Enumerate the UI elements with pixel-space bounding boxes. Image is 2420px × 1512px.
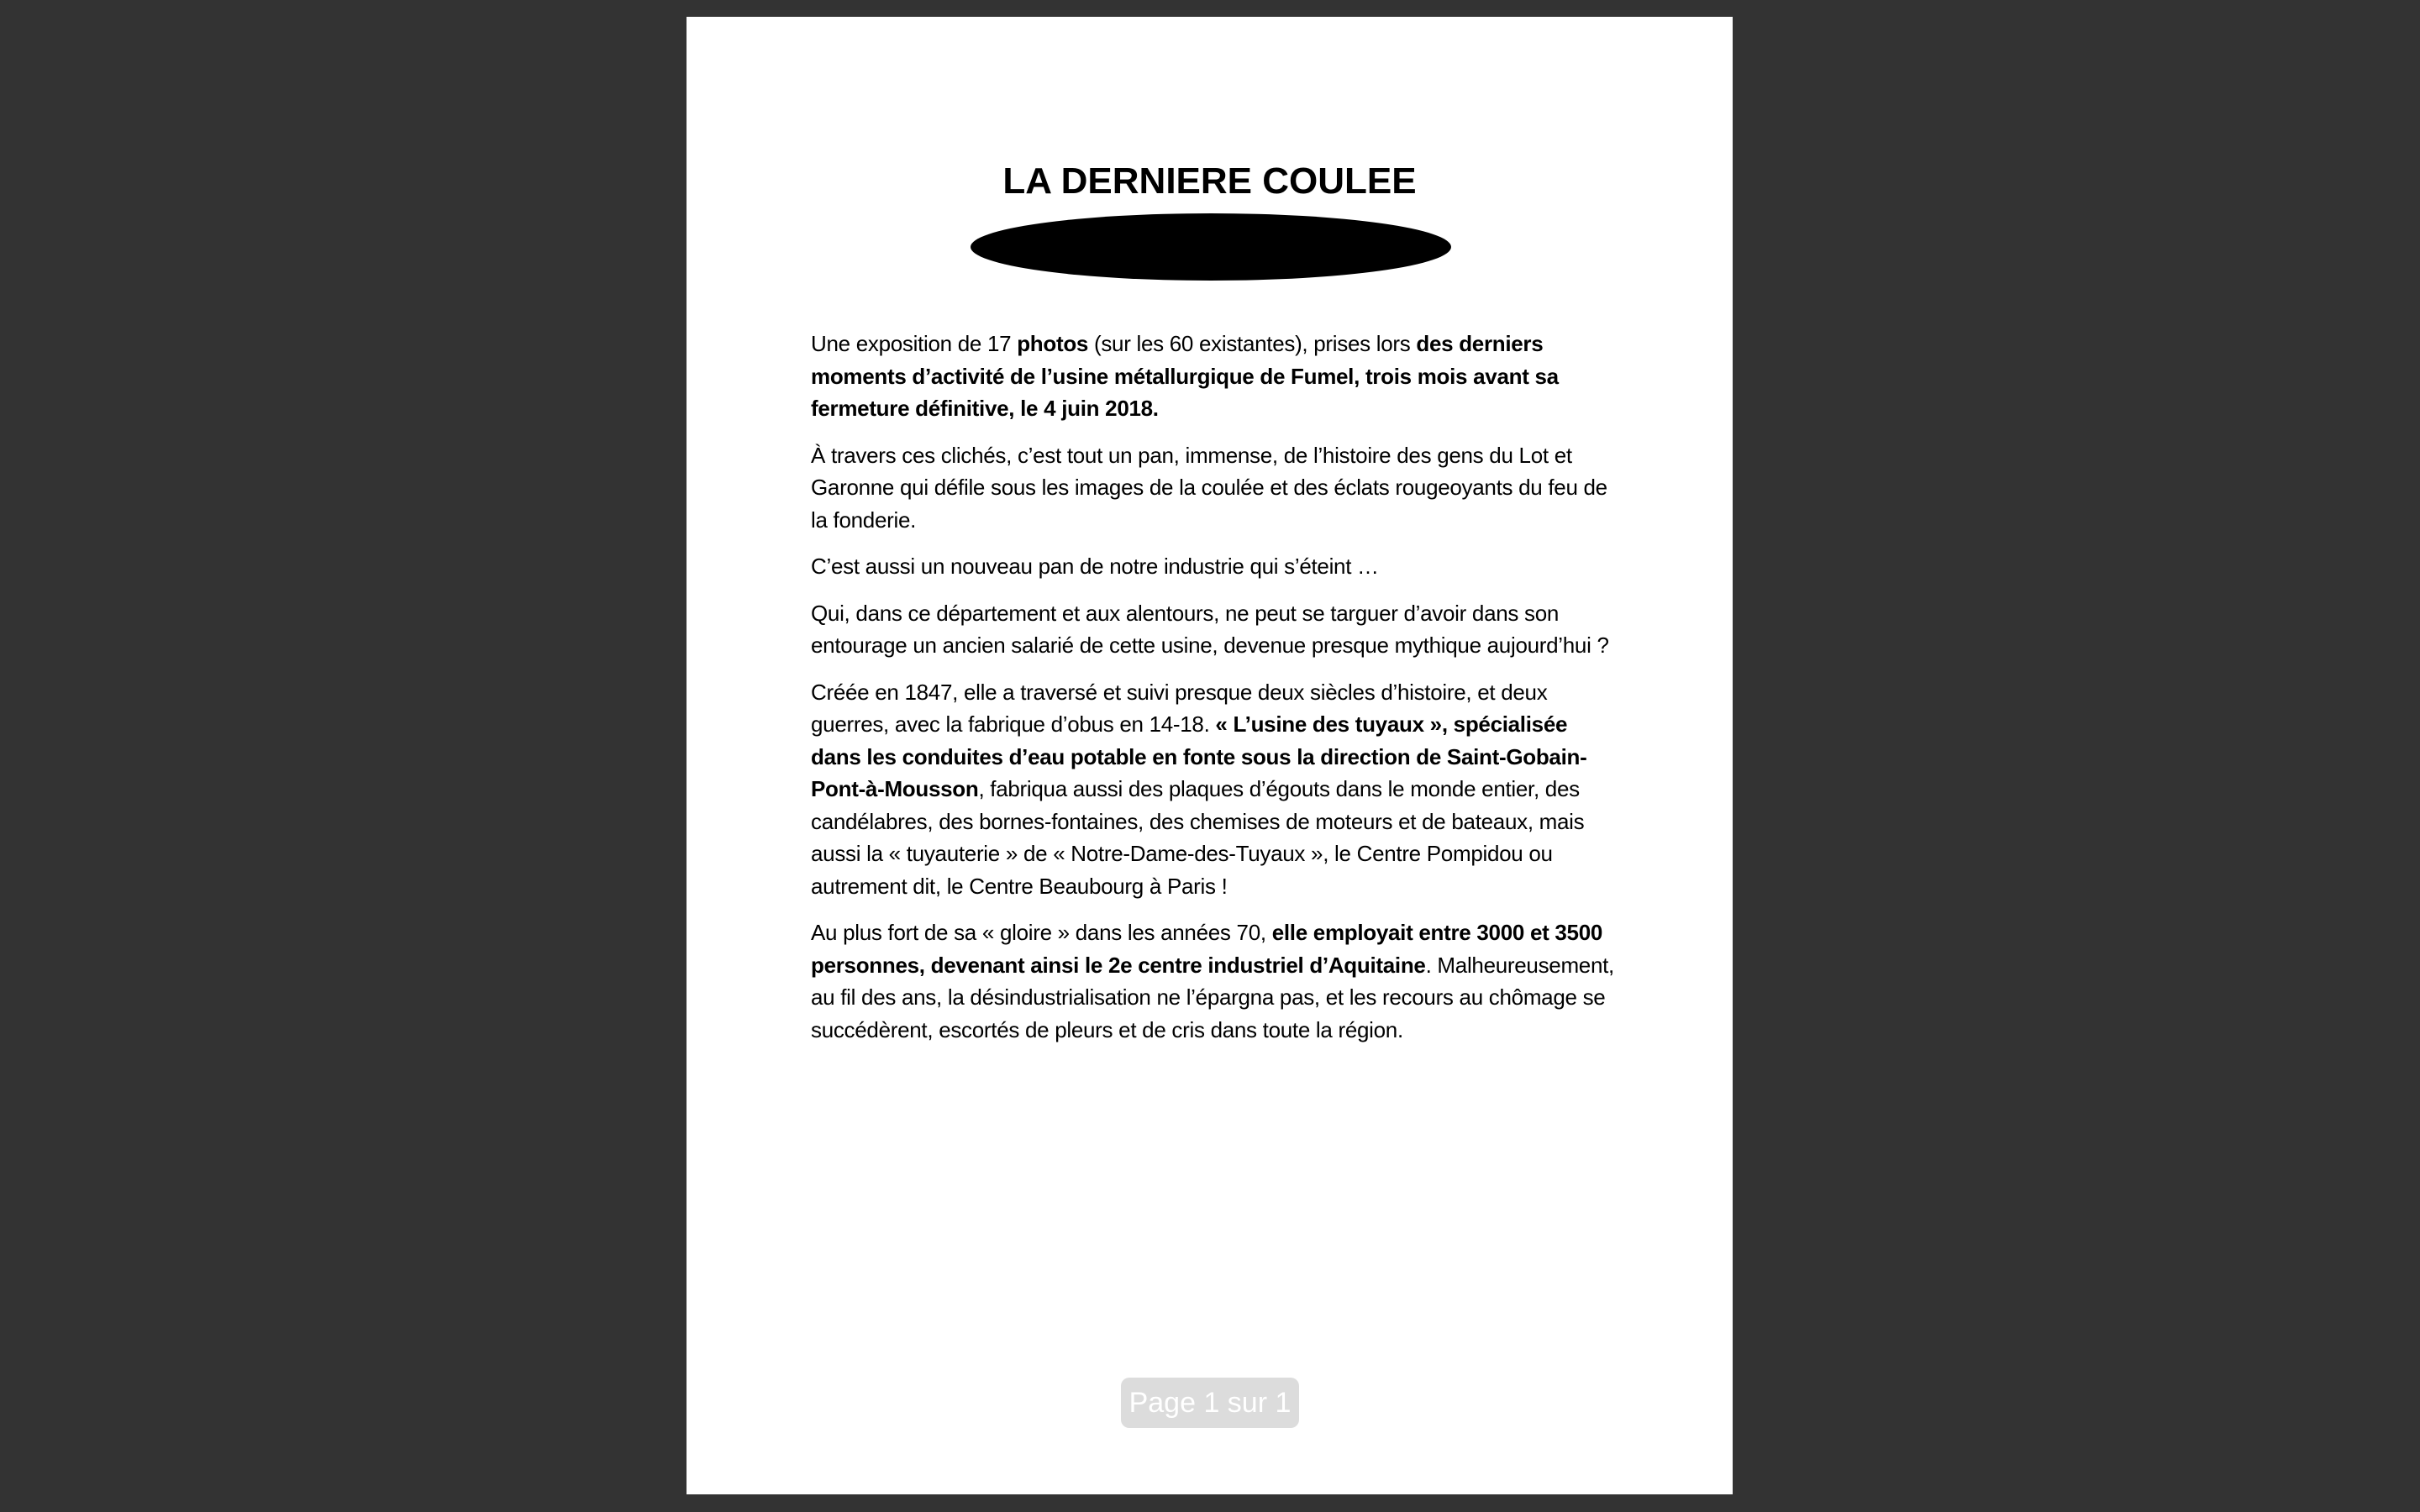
paragraph <box>811 676 1618 903</box>
text-segment: Au plus fort de sa « gloire » dans les années 70, <box>811 920 1272 945</box>
text-segment: Une exposition de 17 <box>811 331 1018 356</box>
text-segment: Créée en 1847, elle a traversé et suivi presque deux siècles d’histoire, et deux guerres, avec la fabrique d’obus en 14-18. <box>811 679 1548 737</box>
text-segment: À travers ces clichés, c’est tout un pan, immense, de l’histoire des gens du Lot et Garonne qui défile sous les images de la coulée et des éclats rougeoyants du feu de la fonderie. <box>811 442 1607 533</box>
paragraph <box>811 550 1618 583</box>
text-segment: , fabriqua aussi des plaques d’égouts dans le monde entier, des candélabres, des bornes-fontaines, des chemises de moteurs et de bateaux, mais aussi la « tuyauterie » de « Notre-Dame-des-Tuyaux », le Centre Pompidou ou autrement dit, le Centre Beaubourg à Paris ! <box>811 776 1585 899</box>
redacted-shape <box>971 213 1451 281</box>
paragraph <box>811 439 1618 537</box>
text-segment: C’est aussi un nouveau pan de notre industrie qui s’éteint … <box>811 554 1379 579</box>
document-title: LA DERNIERE COULEE <box>1002 160 1417 202</box>
document-page <box>687 17 1733 1494</box>
text-segment: . Malheureusement, au fil des ans, la désindustrialisation ne l’épargna pas, et les recours au chômage se succédèrent, escortés de pleurs et de cris dans toute la région. <box>811 952 1614 1042</box>
paragraph <box>811 328 1618 425</box>
paragraph <box>811 916 1618 1046</box>
paragraph <box>811 597 1618 662</box>
text-segment-bold: elle employait entre 3000 et 3500 personnes, devenant ainsi le 2e centre industriel d’Aquitaine <box>811 920 1603 978</box>
text-segment-bold: photos <box>1017 331 1089 356</box>
page-indicator: Page 1 sur 1 <box>1121 1378 1299 1428</box>
text-segment: (sur les 60 existantes), prises lors <box>1088 331 1417 356</box>
text-segment-bold: « L’usine des tuyaux », spécialisée dans les conduites d’eau potable en fonte sous la direction de Saint-Gobain-Pont-à-Mousson <box>811 711 1587 801</box>
text-segment-bold: des derniers moments d’activité de l’usine métallurgique de Fumel, trois mois avant sa fermeture définitive, le 4 juin 2018. <box>811 331 1559 421</box>
document-body <box>811 328 1618 1060</box>
text-segment: Qui, dans ce département et aux alentours, ne peut se targuer d’avoir dans son entourage un ancien salarié de cette usine, devenue presque mythique aujourd’hui ? <box>811 600 1609 658</box>
